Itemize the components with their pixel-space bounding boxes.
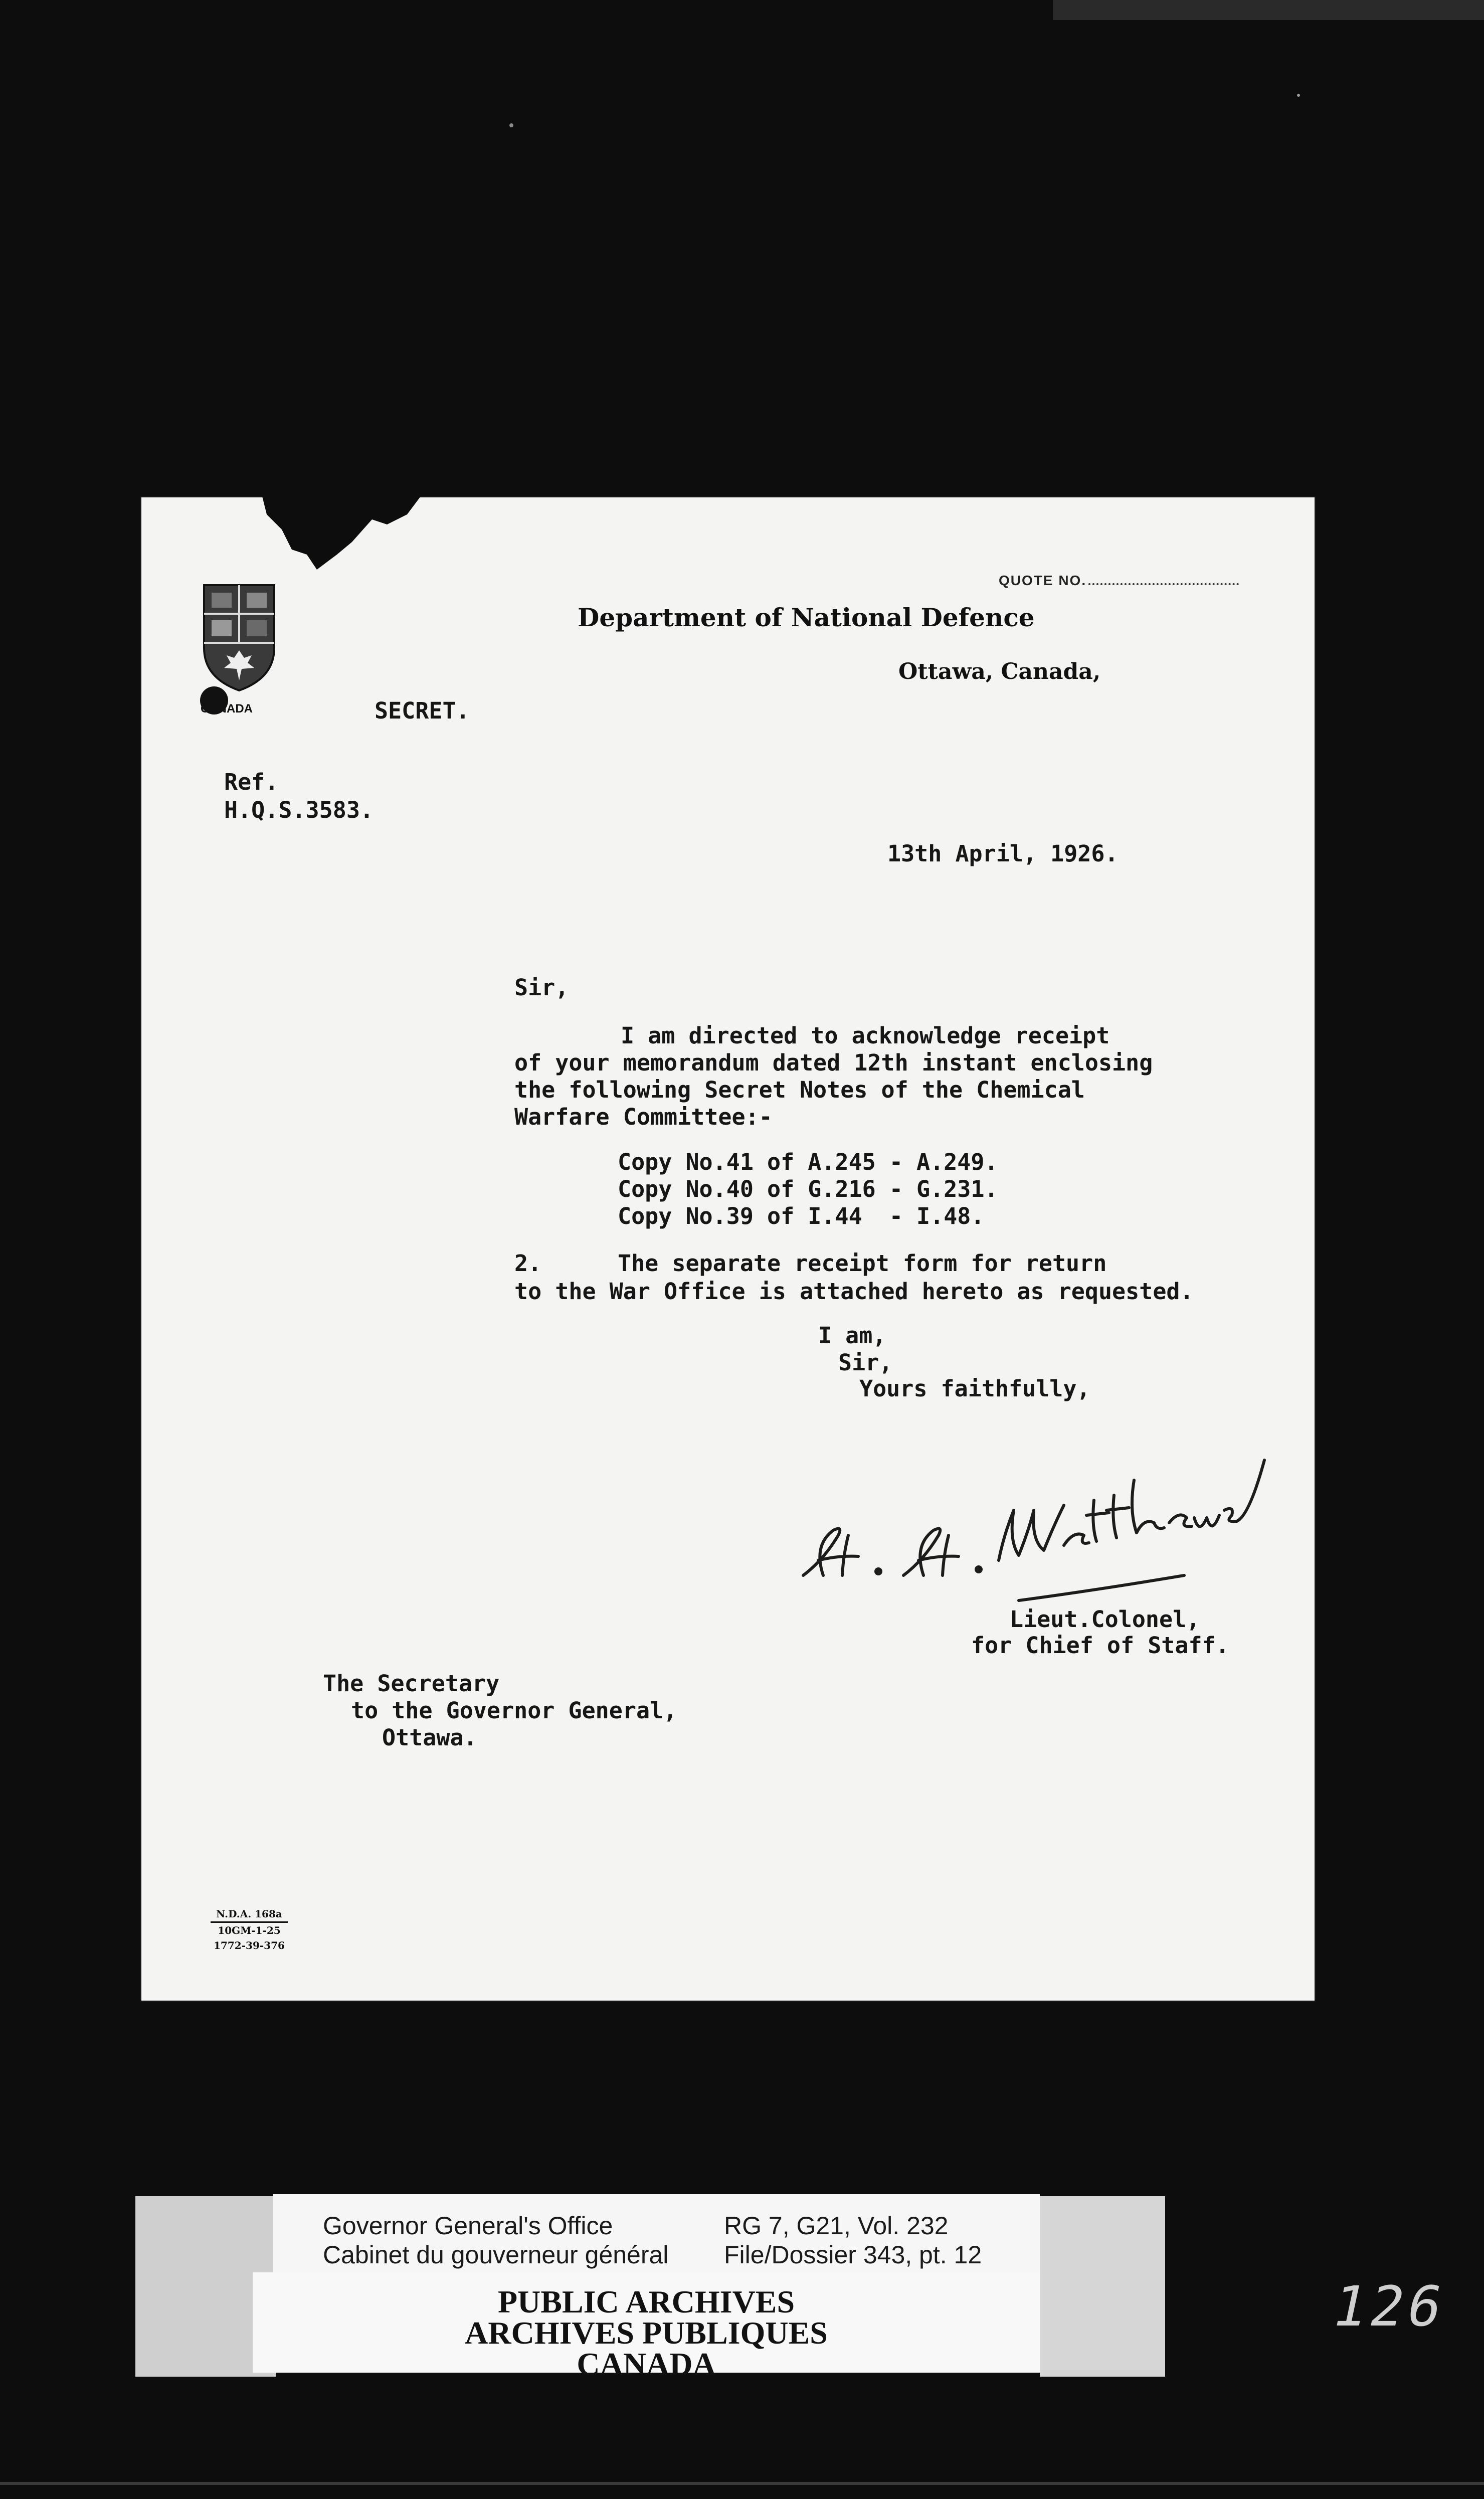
- quote-number-blank: [1088, 583, 1239, 585]
- paragraph-1-line: of your memorandum dated 12th instant enclosing: [514, 1049, 1153, 1076]
- crest-label: CANADA: [201, 702, 253, 716]
- department-name: Department of National Defence: [578, 603, 1035, 632]
- closing-line: Yours faithfully,: [859, 1375, 1090, 1402]
- quote-number-label: QUOTE NO.: [999, 573, 1087, 588]
- paragraph-1-line: Warfare Committee:-: [514, 1104, 773, 1130]
- office-name-fr: Cabinet du gouverneur général: [323, 2241, 669, 2269]
- copy-list-item: Copy No.40 of G.216 - G.231.: [618, 1176, 998, 1202]
- frame-number: 126: [1327, 2274, 1452, 2339]
- archive-stamp: [253, 2272, 1040, 2382]
- record-group: RG 7, G21, Vol. 232: [724, 2212, 949, 2240]
- letter-sheet: [141, 497, 1315, 2001]
- canada-crest-icon: [202, 583, 277, 693]
- paragraph-2-line: The separate receipt form for return: [618, 1250, 1107, 1277]
- copy-list-item: Copy No.39 of I.44 - I.48.: [618, 1203, 985, 1229]
- reference-number: H.Q.S.3583.: [224, 797, 374, 823]
- closing-line: I am,: [818, 1322, 886, 1349]
- archive-reference-label: [273, 2194, 1040, 2282]
- archive-stamp-line: CANADA: [577, 2346, 716, 2382]
- form-code-line: 1772-39-376: [214, 1939, 285, 1951]
- form-code-line: N.D.A. 168a: [216, 1908, 282, 1920]
- signatory-rank: Lieut.Colonel,: [1010, 1606, 1200, 1633]
- addressee-line: The Secretary: [323, 1670, 500, 1697]
- form-code: [207, 1906, 292, 1953]
- archive-stamp-line: PUBLIC ARCHIVES: [497, 2284, 795, 2319]
- file-number: File/Dossier 343, pt. 12: [724, 2241, 982, 2269]
- closing-line: Sir,: [838, 1349, 893, 1376]
- paragraph-1-line: I am directed to acknowledge receipt: [621, 1022, 1110, 1049]
- torn-corner: [262, 494, 422, 570]
- archive-stamp-line: ARCHIVES PUBLIQUES: [465, 2315, 828, 2351]
- paragraph-2-number: 2.: [514, 1250, 542, 1277]
- classification-marking: SECRET.: [375, 697, 470, 724]
- signatory-role: for Chief of Staff.: [971, 1632, 1229, 1659]
- addressee-line: Ottawa.: [382, 1724, 477, 1751]
- paragraph-2-line: to the War Office is attached hereto as requested.: [514, 1278, 1194, 1305]
- office-name-en: Governor General's Office: [323, 2212, 613, 2240]
- reference-label: Ref.: [224, 769, 279, 795]
- copy-list-item: Copy No.41 of A.245 - A.249.: [618, 1149, 998, 1175]
- department-city: Ottawa, Canada,: [898, 659, 1101, 684]
- salutation: Sir,: [514, 974, 569, 1001]
- paragraph-1-line: the following Secret Notes of the Chemical: [514, 1077, 1085, 1103]
- addressee-line: to the Governor General,: [351, 1697, 677, 1724]
- form-code-line: 10GM-1-25: [218, 1924, 281, 1936]
- letter-date: 13th April, 1926.: [887, 840, 1119, 867]
- archive-strip-right: [1040, 2196, 1165, 2377]
- quote-number-field: [999, 573, 1239, 589]
